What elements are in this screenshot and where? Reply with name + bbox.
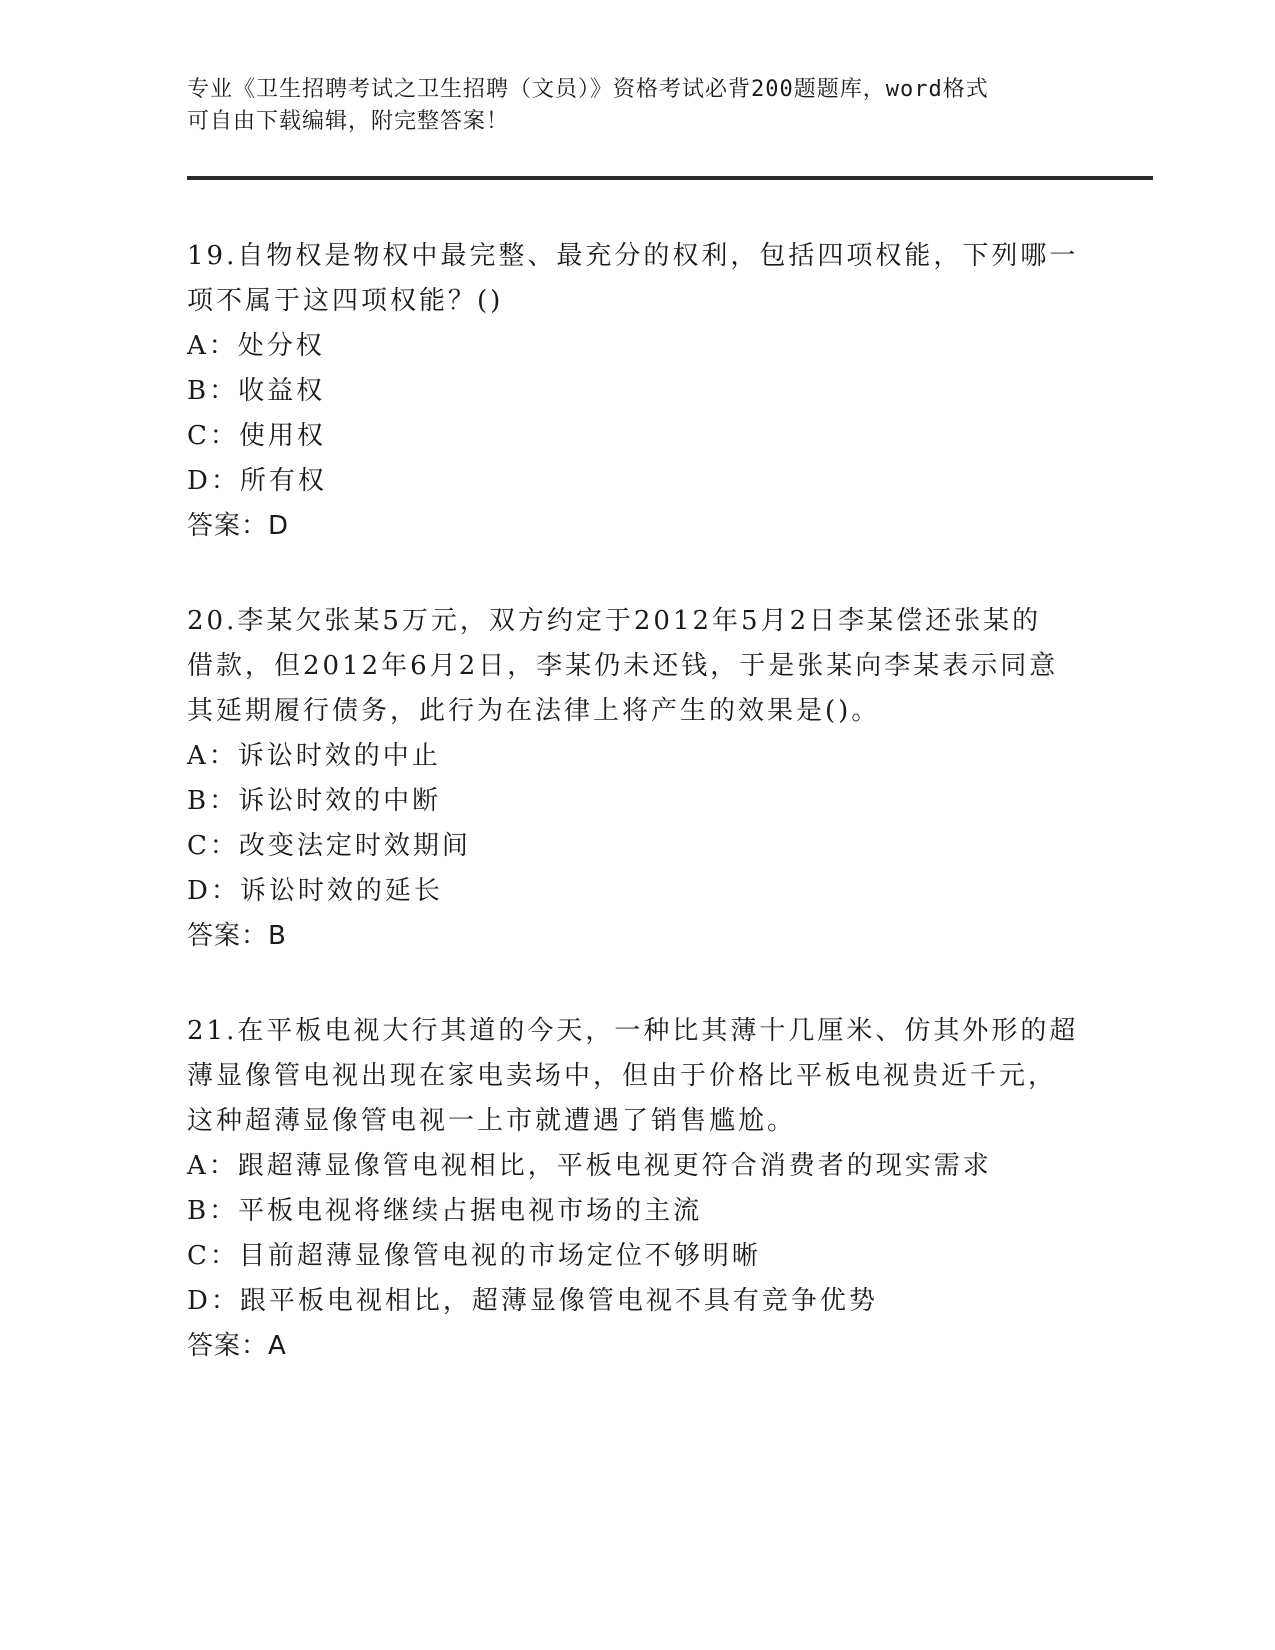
document-header [187, 74, 1067, 138]
question-stem-line: 薄显像管电视出现在家电卖场中，但由于价格比平板电视贵近千元， [187, 1061, 1058, 1091]
option-b: B：收益权 [187, 376, 326, 406]
question-stem-line: 19.自物权是物权中最完整、最充分的权利，包括四项权能，下列哪一 [187, 241, 1079, 271]
option-a: A：处分权 [187, 331, 325, 361]
question-20 [187, 599, 1087, 959]
answer-label: 答案：D [187, 511, 290, 541]
question-19 [187, 234, 1087, 549]
answer-label: 答案：B [187, 921, 287, 951]
question-stem-line: 其延期履行债务，此行为在法律上将产生的效果是()。 [187, 696, 881, 726]
option-d: D：所有权 [187, 466, 327, 496]
question-21 [187, 1009, 1087, 1369]
option-c: C：改变法定时效期间 [187, 831, 471, 861]
header-line-2: 可自由下载编辑，附完整答案！ [187, 109, 510, 134]
question-stem-line: 借款，但2012年6月2日，李某仍未还钱，于是张某向李某表示同意 [187, 651, 1059, 681]
question-stem-line: 项不属于这四项权能？() [187, 286, 504, 316]
option-b: B：平板电视将继续占据电视市场的主流 [187, 1196, 703, 1226]
option-c: C：使用权 [187, 421, 326, 451]
question-list [187, 234, 1087, 1419]
header-divider [187, 176, 1153, 180]
question-stem-line: 这种超薄显像管电视一上市就遭遇了销售尴尬。 [187, 1106, 797, 1136]
option-a: A：跟超薄显像管电视相比，平板电视更符合消费者的现实需求 [187, 1151, 992, 1181]
option-b: B：诉讼时效的中断 [187, 786, 442, 816]
header-line-1: 专业《卫生招聘考试之卫生招聘（文员）》资格考试必背200题题库，word格式 [187, 77, 989, 102]
option-c: C：目前超薄显像管电视的市场定位不够明晰 [187, 1241, 761, 1271]
question-stem-line: 20.李某欠张某5万元，双方约定于2012年5月2日李某偿还张某的 [187, 606, 1042, 636]
answer-label: 答案：A [187, 1331, 287, 1361]
option-a: A：诉讼时效的中止 [187, 741, 441, 771]
option-d: D：诉讼时效的延长 [187, 876, 443, 906]
question-stem-line: 21.在平板电视大行其道的今天，一种比其薄十几厘米、仿其外形的超 [187, 1016, 1079, 1046]
option-d: D：跟平板电视相比，超薄显像管电视不具有竞争优势 [187, 1286, 878, 1316]
